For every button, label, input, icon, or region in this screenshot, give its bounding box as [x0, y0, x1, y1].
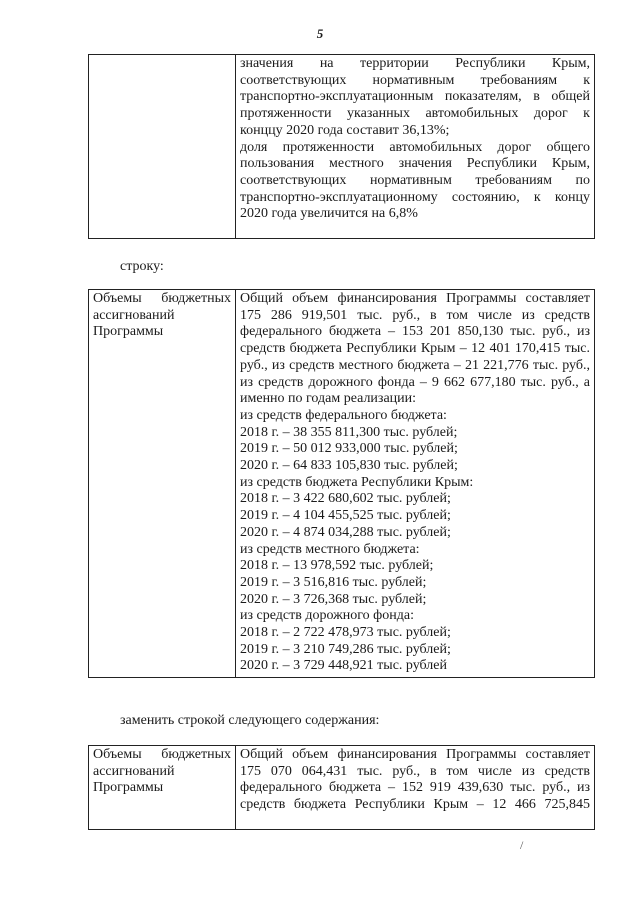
funding-line: 2020 г. – 3 726,368 тыс. рублей; — [240, 591, 427, 607]
text-line: транспортно-эксплуатационному состоянию, к концу — [240, 189, 590, 205]
page-number: 5 — [316, 26, 324, 41]
text-line: пользования местного значения Республики Крым, — [240, 156, 590, 172]
text-line: соответствующих нормативным требованиям к — [240, 72, 590, 88]
budget-label: Объемы бюджетных ассигнований Программы — [93, 747, 231, 796]
text-line: 2020 года увеличится на 6,8% — [240, 206, 418, 222]
budget-label: Объемы бюджетных ассигнований Программы — [93, 291, 231, 340]
text-stroku: строку: — [120, 259, 164, 274]
text-line: доля протяженности автомобильных дорог общего — [240, 139, 590, 155]
funding-intro: Общий объем финансирования Программы составляет 175 286 919,501 тыс. руб., в том числе из средств федерального бюджета – 153 201 850,130 тыс. руб., из средств бюджета Республики Крым – 12 401 170,415 тыс. руб., из средств местного бюджета – 21 221,776 тыс. руб., из средств дорожного фонда – 9 662 677,180 тыс. руб., а именно по годам реализации: — [240, 291, 590, 407]
funding-line: 2018 г. – 3 422 680,602 тыс. рублей; — [240, 491, 451, 507]
funding-line: из средств федерального бюджета: — [240, 407, 447, 423]
funding-line: 2019 г. – 50 012 933,000 тыс. рублей; — [240, 441, 458, 457]
funding-intro: Общий объем финансирования Программы составляет 175 070 064,431 тыс. руб., в том числе из средств федерального бюджета – 152 919 439,630 тыс. руб., из средств бюджета Республики Крым – 12 466 725,845 — [240, 747, 590, 813]
budget-label-cell — [89, 746, 236, 830]
funding-line: из средств дорожного фонда: — [240, 608, 414, 624]
text-replace-instruction: заменить строкой следующего содержания: — [120, 713, 380, 728]
funding-line: из средств местного бюджета: — [240, 541, 420, 557]
table-new-row — [88, 745, 595, 830]
table-old-row — [88, 289, 595, 678]
table-continuation — [88, 54, 595, 239]
funding-line: из средств бюджета Республики Крым: — [240, 474, 474, 490]
funding-line: 2020 г. – 3 729 448,921 тыс. рублей — [240, 658, 447, 674]
text-line: конццу 2020 года составит 36,13%; — [240, 122, 450, 138]
text-line: транспортно-эксплуатационным показателям, в общей — [240, 89, 590, 105]
funding-line: 2019 г. – 4 104 455,525 тыс. рублей; — [240, 508, 451, 524]
funding-line: 2018 г. – 13 978,592 тыс. рублей; — [240, 558, 434, 574]
budget-content-cell — [236, 290, 595, 678]
scan-mark: / — [520, 838, 524, 852]
text-line: значения на территории Республики Крым, — [240, 56, 590, 71]
text-line: протяженности указанных автомобильных дорог к — [240, 106, 590, 122]
funding-line: 2018 г. – 2 722 478,973 тыс. рублей; — [240, 625, 451, 641]
funding-line: 2020 г. – 4 874 034,288 тыс. рублей; — [240, 524, 451, 540]
budget-label-cell — [89, 290, 236, 678]
text-line: соответствующих нормативным требованиям по — [240, 172, 590, 188]
table-continuation-left-cell — [89, 55, 236, 239]
funding-line: 2020 г. – 64 833 105,830 тыс. рублей; — [240, 458, 458, 474]
table-continuation-right-cell — [236, 55, 595, 239]
funding-line: 2019 г. – 3 210 749,286 тыс. рублей; — [240, 641, 451, 657]
funding-line: 2019 г. – 3 516,816 тыс. рублей; — [240, 574, 427, 590]
budget-content-cell — [236, 746, 595, 830]
funding-line: 2018 г. – 38 355 811,300 тыс. рублей; — [240, 424, 458, 440]
